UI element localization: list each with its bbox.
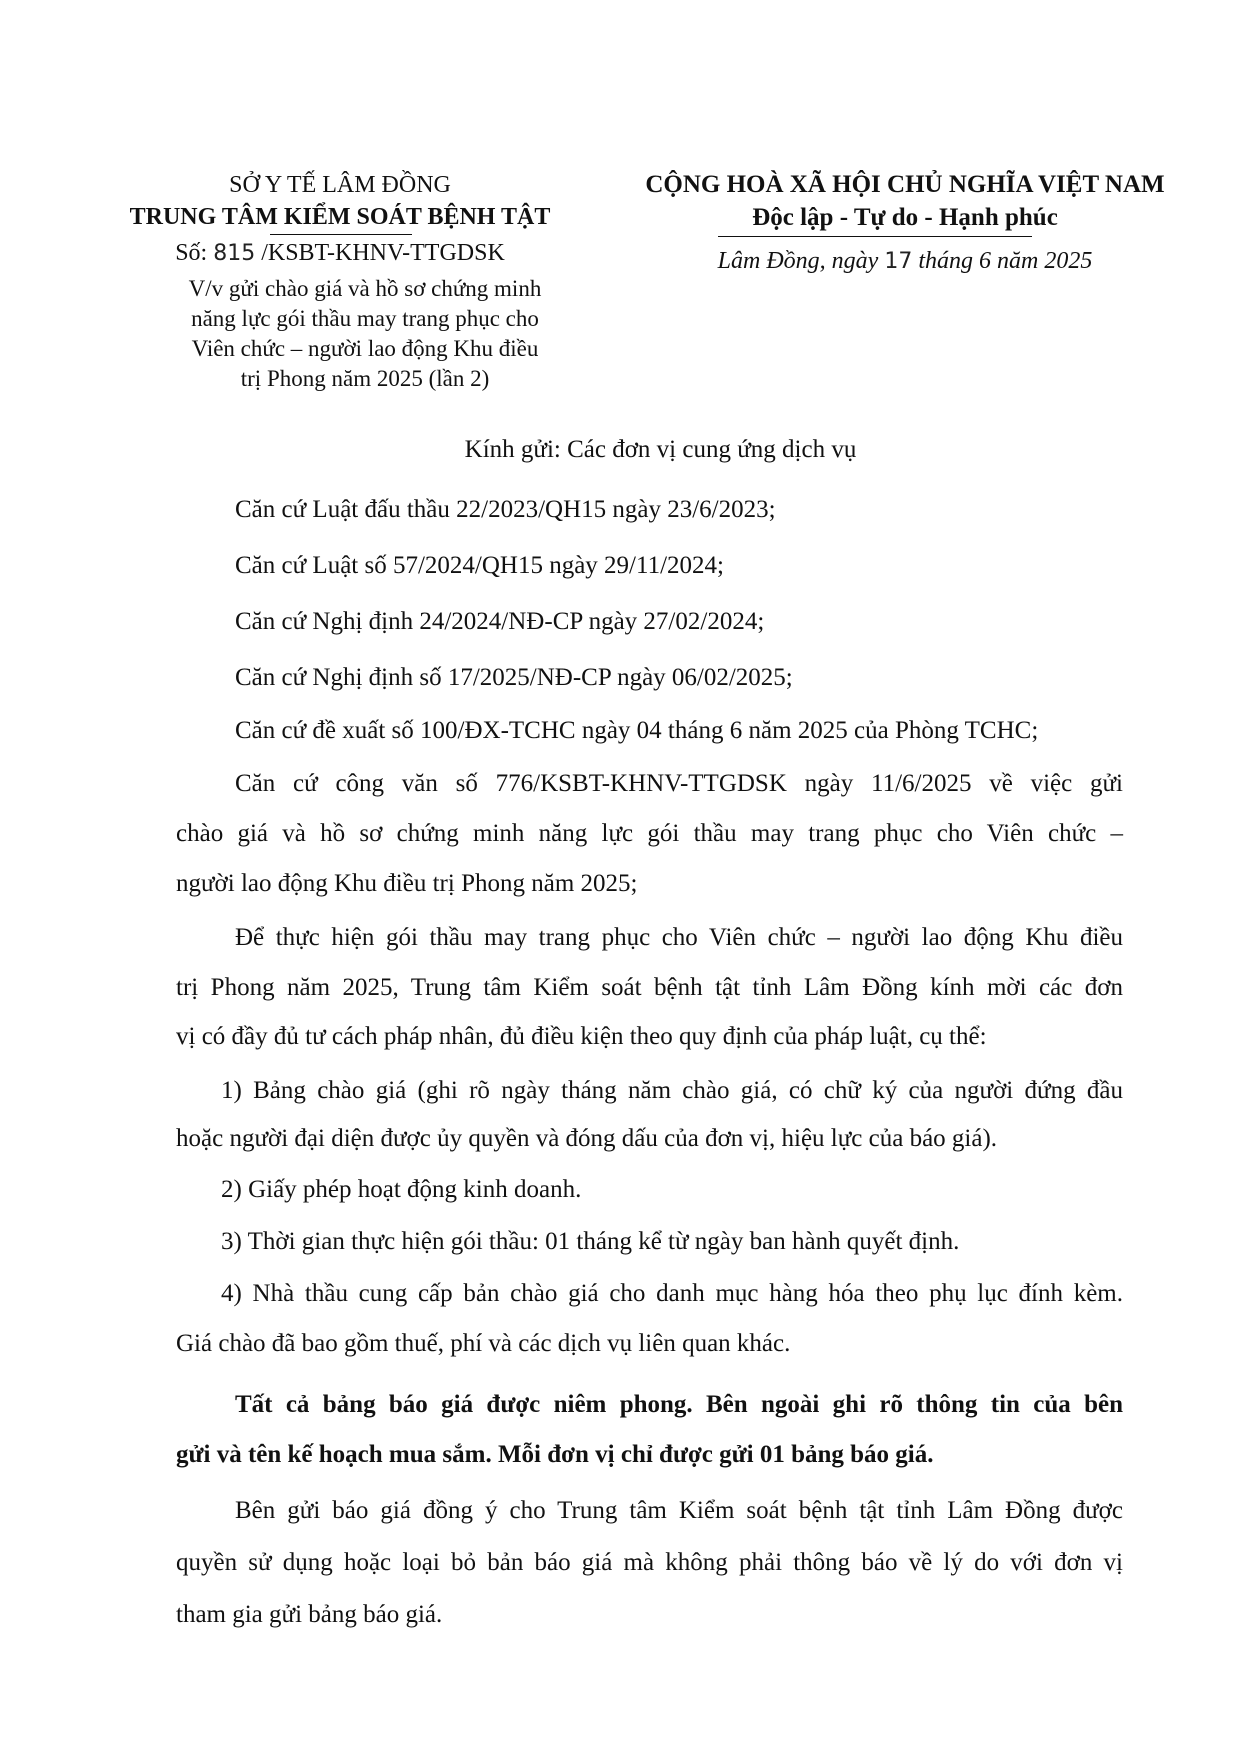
requirement-item-3: 3) Thời gian thực hiện gói thầu: 01 tháng kể từ ngày ban hành quyết định. [221,1228,960,1255]
document-number-value: 815 [213,241,256,266]
document-subject [130,274,600,394]
legal-basis: Căn cứ Nghị định số 17/2025/NĐ-CP ngày 06/02/2025; [235,664,793,691]
document-date: Lâm Đồng, ngày 17 tháng 6 năm 2025 [717,248,1093,274]
date-day: 17 [884,249,913,274]
issuing-department: SỞ Y TẾ LÂM ĐỒNG [229,172,451,198]
subject-line: trị Phong năm 2025 (lần 2) [240,366,490,391]
intro-line: Để thực hiện gói thầu may trang phục cho Viên chức – người lao động Khu điều [235,924,1123,951]
subject-line: V/v gửi chào giá và hồ sơ chứng minh [188,276,542,301]
basis-letter-line: người lao động Khu điều trị Phong năm 2025; [176,870,638,897]
closing-line: quyền sử dụng hoặc loại bỏ bản báo giá mà không phải thông báo về lý do với đơn vị [176,1549,1123,1576]
sealing-notice-cont: gửi và tên kế hoạch mua sắm. Mỗi đơn vị chỉ được gửi 01 bảng báo giá. [176,1441,934,1468]
sealing-notice: Tất cả bảng báo giá được niêm phong. Bên ngoài ghi rõ thông tin của bên [235,1391,1123,1418]
legal-basis: Căn cứ Luật số 57/2024/QH15 ngày 29/11/2024; [235,552,724,579]
national-motto: Độc lập - Tự do - Hạnh phúc [752,204,1058,231]
requirement-item-4-cont: Giá chào đã bao gồm thuế, phí và các dịch vụ liên quan khác. [176,1330,791,1357]
legal-basis: Căn cứ đề xuất số 100/ĐX-TCHC ngày 04 tháng 6 năm 2025 của Phòng TCHC; [235,717,1039,744]
subject-line: Viên chức – người lao động Khu điều [191,336,539,361]
center-underline [270,234,412,235]
recipient: Kính gửi: Các đơn vị cung ứng dịch vụ [464,436,857,463]
intro-line: vị có đầy đủ tư cách pháp nhân, đủ điều kiện theo quy định của pháp luật, cụ thể: [176,1023,987,1050]
document-number: Số: 815 /KSBT-KHNV-TTGDSK [175,240,505,266]
issuing-center: TRUNG TÂM KIỂM SOÁT BỆNH TẬT [129,204,551,230]
closing-line: Bên gửi báo giá đồng ý cho Trung tâm Kiểm soát bệnh tật tỉnh Lâm Đồng được [235,1497,1123,1524]
motto-underline [718,236,1032,237]
country-name: CỘNG HOÀ XÃ HỘI CHỦ NGHĨA VIỆT NAM [645,171,1165,198]
requirement-item-1: 1) Bảng chào giá (ghi rõ ngày tháng năm chào giá, có chữ ký của người đứng đầu [221,1077,1123,1104]
basis-letter-line: Căn cứ công văn số 776/KSBT-KHNV-TTGDSK ngày 11/6/2025 về việc gửi [235,770,1123,797]
requirement-item-4: 4) Nhà thầu cung cấp bản chào giá cho danh mục hàng hóa theo phụ lục đính kèm. [221,1280,1123,1307]
closing-line: tham gia gửi bảng báo giá. [176,1601,443,1628]
subject-line: năng lực gói thầu may trang phục cho [191,306,539,331]
legal-basis: Căn cứ Luật đấu thầu 22/2023/QH15 ngày 23/6/2023; [235,496,776,523]
basis-letter-line: chào giá và hồ sơ chứng minh năng lực gói thầu may trang phục cho Viên chức – [176,820,1123,847]
requirement-item-2: 2) Giấy phép hoạt động kinh doanh. [221,1176,582,1203]
intro-line: trị Phong năm 2025, Trung tâm Kiểm soát bệnh tật tỉnh Lâm Đồng kính mời các đơn [176,974,1123,1001]
requirement-item-1-cont: hoặc người đại diện được ủy quyền và đóng dấu của đơn vị, hiệu lực của báo giá). [176,1125,998,1152]
legal-basis: Căn cứ Nghị định 24/2024/NĐ-CP ngày 27/02/2024; [235,608,765,635]
